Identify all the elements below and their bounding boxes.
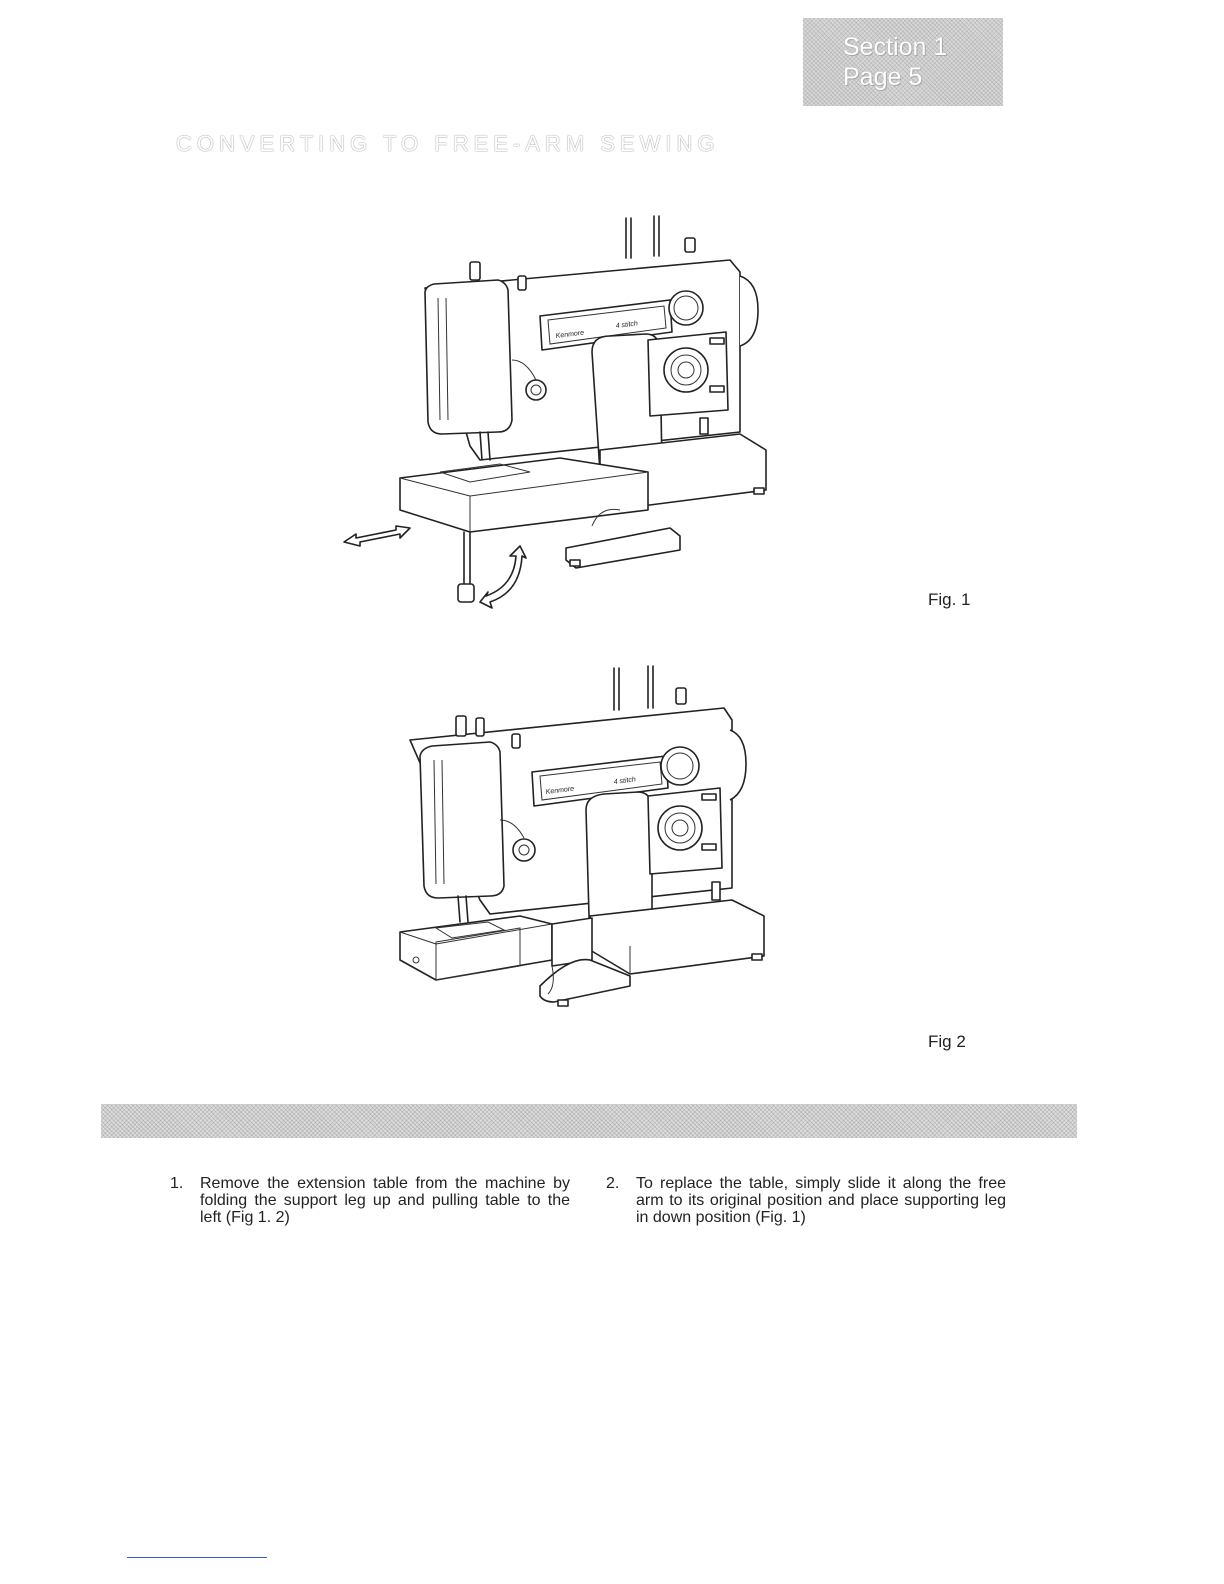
instruction-step-2 bbox=[606, 1175, 1006, 1226]
machine-model-label-2: 4 stitch bbox=[613, 776, 637, 786]
section-divider-band bbox=[101, 1104, 1077, 1138]
page-label: Page 5 bbox=[843, 63, 923, 91]
section-label: Section 1 bbox=[843, 33, 948, 61]
step-number: 1. bbox=[170, 1175, 184, 1192]
step-text: To replace the table, simply slide it along the free arm to its original position and place supporting leg in down position (Fig. 1) bbox=[636, 1175, 1006, 1226]
section-page-tag bbox=[803, 18, 1003, 106]
step-text: Remove the extension table from the machine by folding the support leg up and pulling table to the left (Fig 1. 2) bbox=[200, 1175, 570, 1226]
machine-model-label: 4 stitch bbox=[615, 320, 639, 330]
figure-1-caption: Fig. 1 bbox=[928, 590, 971, 609]
figure-2-free-arm-illustration bbox=[380, 660, 780, 1060]
footer-rule bbox=[127, 1557, 267, 1558]
step-number: 2. bbox=[606, 1175, 620, 1192]
figure-1-sewing-machine-illustration bbox=[330, 210, 770, 610]
figure-2-caption: Fig 2 bbox=[928, 1032, 966, 1051]
page-title: CONVERTING TO FREE-ARM SEWING bbox=[176, 131, 720, 156]
machine-brand-label: Kenmore bbox=[555, 329, 585, 340]
machine-brand-label-2: Kenmore bbox=[545, 785, 575, 796]
instruction-step-1 bbox=[170, 1175, 570, 1226]
